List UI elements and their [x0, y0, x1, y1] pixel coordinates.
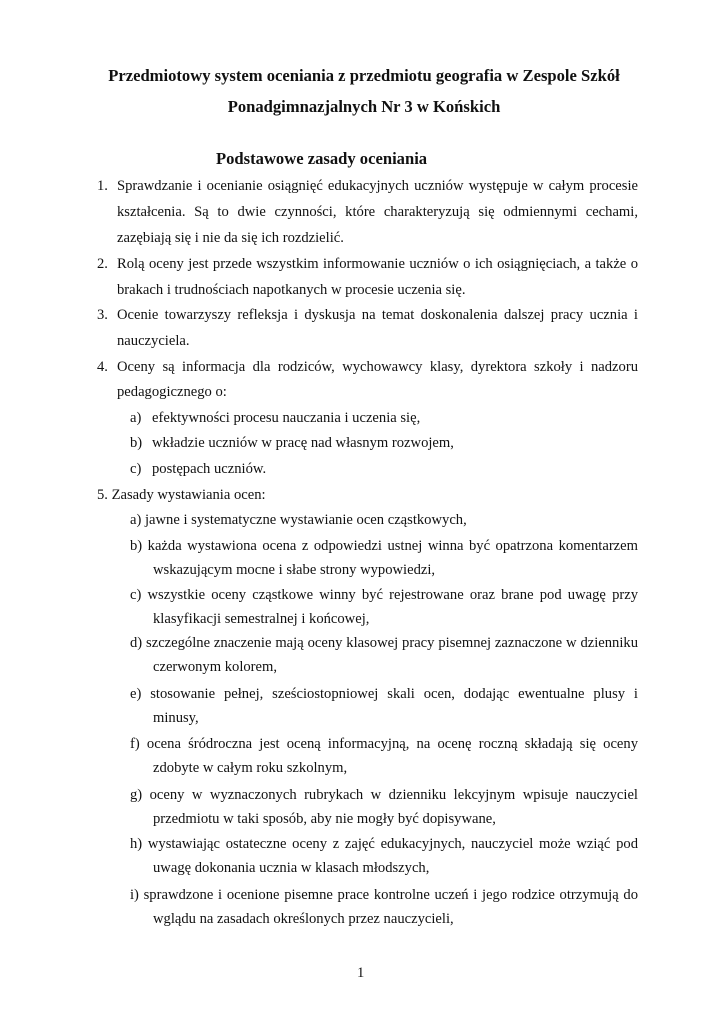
rule-line: przedmiotu w taki sposób, aby nie mogły być dopisywane, — [153, 811, 496, 827]
list-number: 4. — [97, 359, 108, 375]
list-number: 2. — [97, 256, 108, 272]
page-number: 1 — [357, 965, 365, 981]
rule-line: h) wystawiając ostateczne oceny z zajęć edukacyjnych, nauczyciel może wziąć pod — [130, 836, 638, 852]
sublist-item: efektywności procesu nauczania i uczenia się, — [152, 410, 421, 426]
list-item-line: Sprawdzanie i ocenianie osiągnięć edukacyjnych uczniów występuje w całym procesie — [117, 178, 638, 194]
document-title-line-1: Przedmiotowy system oceniania z przedmiotu geografia w Zespole Szkół — [108, 66, 620, 85]
list-item-line: Oceny są informacja dla rodziców, wychowawcy klasy, dyrektora szkoły i nadzoru — [117, 359, 638, 375]
rule-line: c) wszystkie oceny cząstkowe winny być rejestrowane oraz brane pod uwagę przy — [130, 587, 638, 603]
rule-line: b) każda wystawiona ocena z odpowiedzi ustnej winna być opatrzona komentarzem — [130, 538, 638, 554]
rule-line: a) jawne i systematyczne wystawianie ocen cząstkowych, — [130, 512, 467, 528]
list-item-line: Ocenie towarzyszy refleksja i dyskusja na temat doskonalenia dalszej pracy ucznia i — [117, 307, 638, 323]
rule-line: wglądu na zasadach określonych przez nauczycieli, — [153, 911, 454, 927]
rule-line: klasyfikacji semestralnej i końcowej, — [153, 611, 370, 627]
rule-line: d) szczególne znaczenie mają oceny klasowej pracy pisemnej zaznaczone w dzienniku — [130, 635, 638, 651]
list-item-line: kształcenia. Są to dwie czynności, które charakteryzują się odmiennymi cechami, — [117, 204, 638, 220]
sublist-letter: a) — [130, 410, 142, 426]
rule-line: minusy, — [153, 710, 199, 726]
rule-line: zdobyte w całym roku szkolnym, — [153, 760, 348, 776]
list-item-line: pedagogicznego o: — [117, 384, 227, 400]
document-title-line-2: Ponadgimnazjalnych Nr 3 w Końskich — [227, 97, 501, 116]
list-number: 1. — [97, 178, 108, 194]
sublist-item: postępach uczniów. — [152, 461, 267, 477]
list-item-line: nauczyciela. — [117, 333, 190, 349]
list-item-heading: 5. Zasady wystawiania ocen: — [97, 487, 266, 503]
sublist-letter: c) — [130, 461, 142, 477]
list-item-line: zazębiają się i nie da się ich rozdzielić. — [117, 230, 344, 246]
list-item-line: brakach i trudnościach napotkanych w procesie uczenia się. — [117, 282, 466, 298]
rule-line: f) ocena śródroczna jest oceną informacyjną, na ocenę roczną składają się oceny — [130, 736, 638, 752]
sublist-item: wkładzie uczniów w pracę nad własnym rozwojem, — [152, 435, 454, 451]
list-item-line: Rolą oceny jest przede wszystkim informowanie uczniów o ich osiągnięciach, a także o — [117, 256, 638, 272]
rule-line: uwagę dokonania ucznia w klasach młodszych, — [153, 860, 430, 876]
sublist-letter: b) — [130, 435, 143, 451]
section-heading: Podstawowe zasady oceniania — [216, 149, 428, 168]
list-number: 3. — [97, 307, 108, 323]
rule-line: czerwonym kolorem, — [153, 659, 278, 675]
rule-line: wskazującym mocne i słabe strony wypowiedzi, — [153, 562, 436, 578]
rule-line: g) oceny w wyznaczonych rubrykach w dzienniku lekcyjnym wpisuje nauczyciel — [130, 787, 638, 803]
rule-line: i) sprawdzone i ocenione pisemne prace kontrolne uczeń i jego rodzice otrzymują do — [130, 887, 638, 903]
rule-line: e) stosowanie pełnej, sześciostopniowej skali ocen, dodając ewentualne plusy i — [130, 686, 638, 702]
